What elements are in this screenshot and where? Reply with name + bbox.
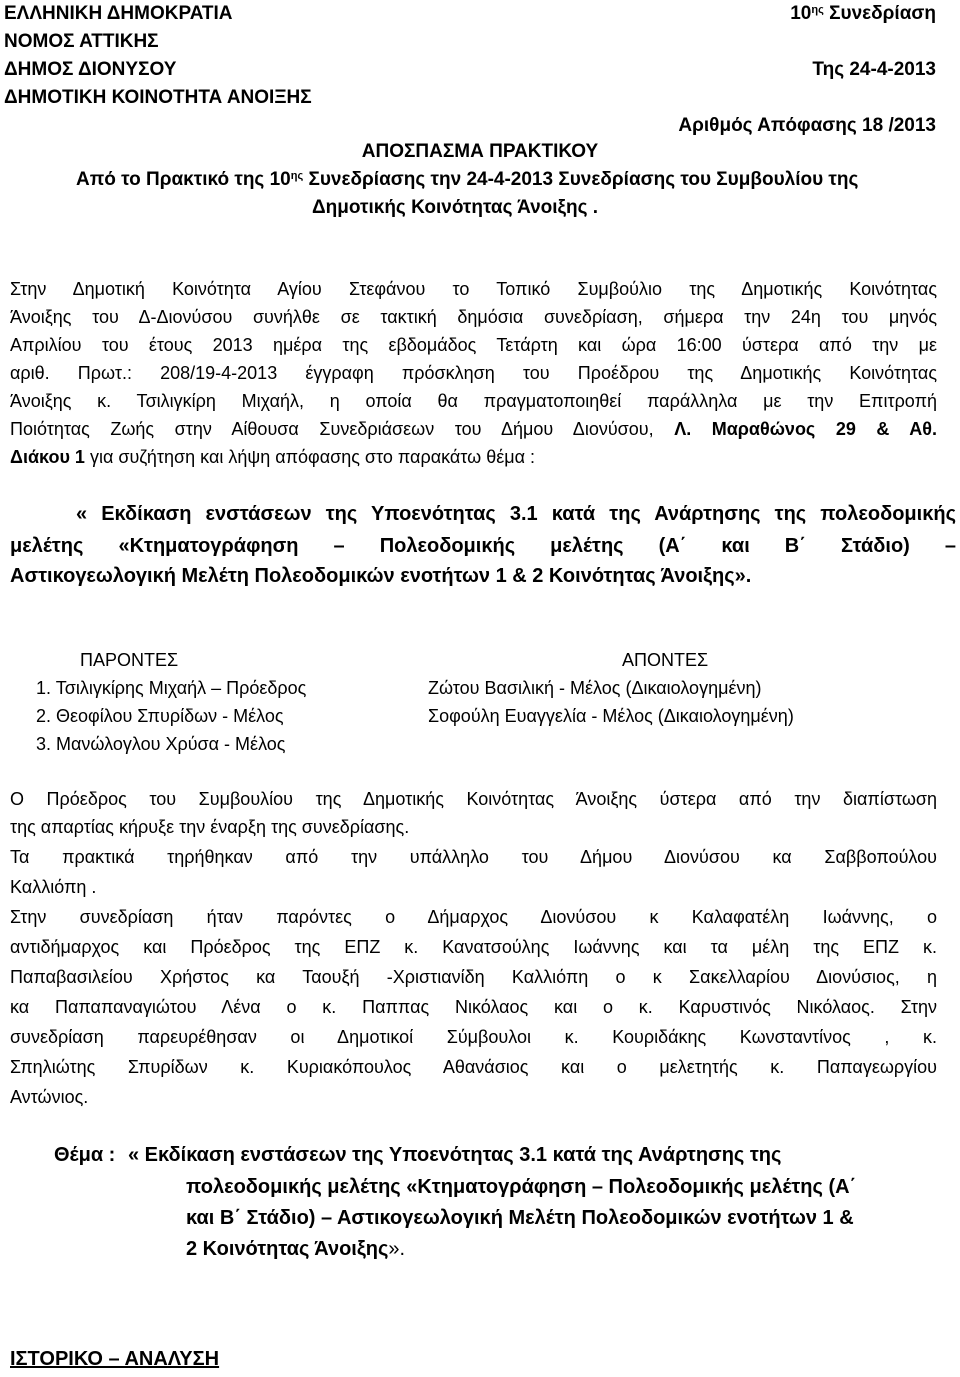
header-line-2: ΝΟΜΟΣ ΑΤΤΙΚΗΣ (4, 31, 159, 52)
section-heading: ΙΣΤΟΡΙΚΟ – ΑΝΑΛΥΣΗ (10, 1348, 220, 1370)
intro-line: αριθ. Πρωτ.: 208/19-4-2013 έγγραφη πρόσκληση του Προέδρου της Δημοτικής Κοινότητας (10, 363, 937, 383)
session-label: $10^{\eta\varsigma}$ Συνεδρίαση (790, 3, 936, 24)
session-date: Της 24-4-2013 (812, 59, 936, 80)
present-member: 2. Θεοφίλου Σπυρίδων - Μέλος (36, 706, 284, 726)
topic-line: « Εκδίκαση ενστάσεων της Υποενότητας 3.1 κατά της Ανάρτησης της (128, 1144, 782, 1166)
body-line: Παπαβασιλείου Χρήστος κα Ταουξή -Χριστιανίδη Καλλιόπη ο κ Σακελλαρίου Διονύσιος, η (10, 967, 937, 987)
intro-line: Άνοιξης κ. Τσιλιγκίρη Μιχαήλ, η οποία θα πραγματοποιηθεί παράλληλα με την Επιτροπή (10, 391, 937, 411)
body-line: Καλλιόπη . (10, 877, 97, 897)
absent-member: Σοφούλη Ευαγγελία - Μέλος (Δικαιολογημένη) (428, 706, 794, 726)
topic-label: Θέμα : (54, 1144, 116, 1166)
header-line-4: ΔΗΜΟΤΙΚΗ ΚΟΙΝΟΤΗΤΑ ΑΝΟΙΞΗΣ (4, 87, 312, 108)
document-title: ΑΠΟΣΠΑΣΜΑ ΠΡΑΚΤΙΚΟΥ (361, 141, 599, 162)
body-line: Τα πρακτικά τηρήθηκαν από την υπάλληλο του Δήμου Διονύσου κα Σαββοπούλου (10, 847, 937, 867)
subject-line: « Εκδίκαση ενστάσεων της Υποενότητας 3.1 κατά της Ανάρτησης της πολεοδομικής (76, 503, 956, 525)
intro-line: Στην Δημοτική Κοινότητα Αγίου Στεφάνου το Τοπικό Συμβούλιο της Δημοτικής Κοινότητας (10, 279, 937, 299)
intro-line: Ποιότητας Ζωής στην Αίθουσα Συνεδριάσεων του Δήμου Διονύσου, Λ. Μαραθώνος 29 & Αθ. (10, 419, 938, 439)
intro-line: Άνοιξης του Δ-Διονύσου συνήλθε σε τακτική δημόσια συνεδρίαση, σήμερα την 24η του μηνός (10, 307, 937, 327)
subject-line: Αστικογεωλογική Μελέτη Πολεοδομικών ενοτήτων 1 & 2 Κοινότητας Άνοιξης». (10, 565, 752, 587)
intro-line: Απριλίου του έτους 2013 ημέρα της εβδομάδος Τετάρτη και ώρα 16:00 ύστερα από την με (10, 335, 937, 355)
header-line-3: ΔΗΜΟΣ ΔΙΟΝΥΣΟΥ (4, 59, 177, 80)
title-line-2: Από το Πρακτικό της $10^{\eta\varsigma}$ Συνεδρίασης την 24-4-2013 Συνεδρίασης του Συμβουλίου της (76, 169, 859, 190)
absent-member: Ζώτου Βασιλική - Μέλος (Δικαιολογημένη) (428, 678, 762, 698)
body-line: Αντώνιος. (10, 1087, 89, 1107)
body-line: κα Παπαπαναγιώτου Λένα ο κ. Παππας Νικόλαος και ο κ. Καρυστινός Νικόλαος. Στην (10, 997, 937, 1017)
present-member: 3. Μανώλογλου Χρύσα - Μέλος (36, 734, 286, 754)
header-line-1: ΕΛΛΗΝΙΚΗ ΔΗΜΟΚΡΑΤΙΑ (4, 3, 233, 24)
topic-line: πολεοδομικής μελέτης «Κτηματογράφηση – Πολεοδομικής μελέτης (Α΄ (186, 1176, 857, 1198)
present-title: ΠΑΡΟΝΤΕΣ (80, 650, 179, 670)
body-line: Ο Πρόεδρος του Συμβουλίου της Δημοτικής Κοινότητας Άνοιξης ύστερα από την διαπίστωση (10, 789, 937, 809)
body-line: της απαρτίας κήρυξε την έναρξη της συνεδρίασης. (10, 817, 410, 837)
intro-line: Διάκου 1 για συζήτηση και λήψη απόφασης στο παρακάτω θέμα : (10, 447, 536, 467)
body-line: συνεδρίαση παρευρέθησαν οι Δημοτικοί Σύμβουλοι κ. Κουριδάκης Κωνσταντίνος , κ. (10, 1027, 937, 1047)
topic-line: και Β΄ Στάδιο) – Αστικογεωλογική Μελέτη Πολεοδομικών ενοτήτων 1 & (186, 1207, 854, 1229)
title-line-3: Δημοτικής Κοινότητας Άνοιξης . (312, 197, 599, 218)
decision-number: Αριθμός Απόφασης 18 /2013 (678, 115, 936, 136)
topic-line: 2 Κοινότητας Άνοιξης». (186, 1238, 406, 1260)
body-line: Στην συνεδρίαση ήταν παρόντες ο Δήμαρχος Διονύσου κ Καλαφατέλη Ιωάννης, ο (10, 907, 937, 927)
body-line: Σπηλιώτης Σπυρίδων κ. Κυριακόπουλος Αθανάσιος και ο μελετητής κ. Παπαγεωργίου (10, 1057, 937, 1077)
subject-line: μελέτης «Κτηματογράφηση – Πολεοδομικής μελέτης (Α΄ και Β΄ Στάδιο) – (10, 535, 956, 557)
present-member: 1. Τσιλιγκίρης Μιχαήλ – Πρόεδρος (36, 678, 307, 698)
body-line: αντιδήμαρχος και Πρόεδρος της ΕΠΖ κ. Κανατσούλης Ιωάννης και τα μέλη της ΕΠΖ κ. (10, 937, 937, 957)
absent-title: ΑΠΟΝΤΕΣ (622, 650, 709, 670)
